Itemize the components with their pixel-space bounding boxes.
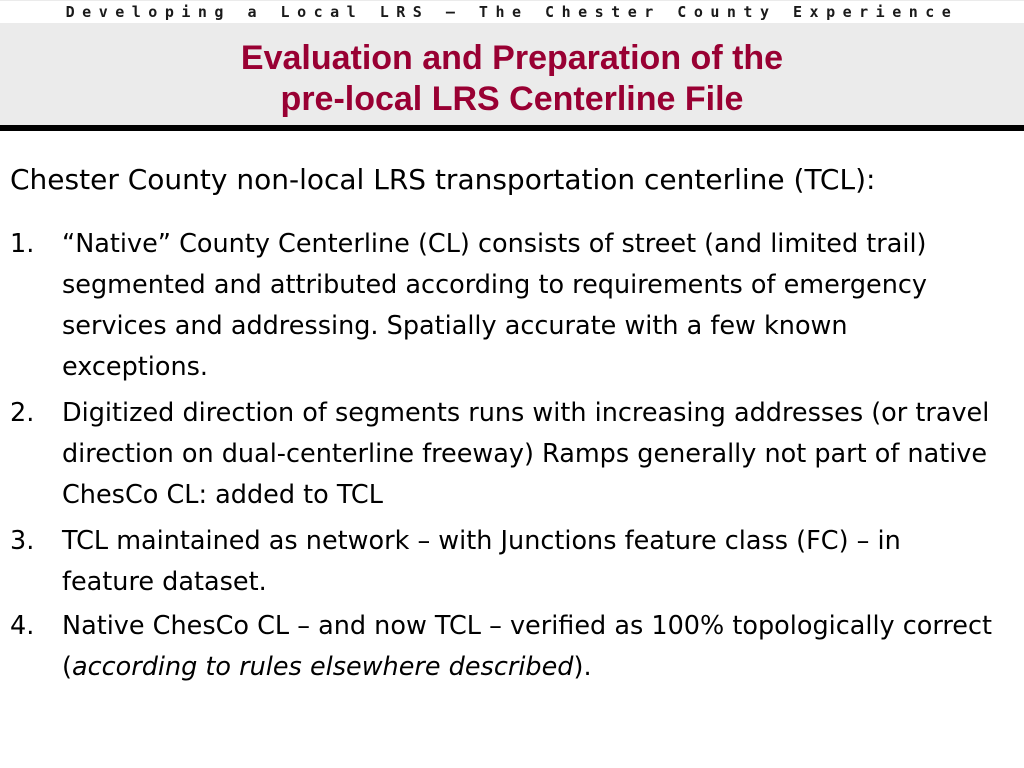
list-item: [10, 606, 1000, 688]
list-item-number: 1.: [10, 229, 35, 259]
slide-title-line-2: pre-local LRS Centerline File: [280, 80, 744, 118]
slide-title: [0, 38, 1024, 120]
list-item-text: [62, 611, 992, 682]
title-divider: [0, 125, 1024, 131]
list-item: [10, 521, 1000, 603]
slide-title-line-1: Evaluation and Preparation of the: [240, 39, 784, 77]
list-item: [10, 393, 1000, 516]
list-item-italic-text: according to rules elsewhere described: [71, 652, 574, 682]
list-item-number: 2.: [10, 398, 35, 428]
list-item-text-end: ).: [573, 652, 592, 682]
list-item-number: 3.: [10, 526, 35, 556]
list-item-text: “Native” County Centerline (CL) consists of street (and limited trail) segmented and attributed according to requirements of emergency services and addressing. Spatially accurate with a few known exceptions.: [62, 229, 927, 382]
list-item-number: 4.: [10, 611, 35, 641]
list-item-text-start: Native ChesCo CL – and now TCL – verified as 100% topologically correct (: [62, 611, 993, 682]
list-item-text: Digitized direction of segments runs with increasing addresses (or travel direction on dual-centerline freeway) Ramps generally not part of native ChesCo CL: added to TCL: [62, 398, 990, 510]
list-item-text: TCL maintained as network – with Junctions feature class (FC) – in feature dataset.: [62, 526, 901, 597]
presentation-banner: Developing a Local LRS – The Chester County Experience: [0, 1, 1024, 23]
list-item: [10, 224, 1000, 388]
numbered-list: [10, 224, 1000, 693]
slide-header: [0, 0, 1024, 128]
intro-text: Chester County non-local LRS transportation centerline (TCL):: [10, 163, 876, 196]
